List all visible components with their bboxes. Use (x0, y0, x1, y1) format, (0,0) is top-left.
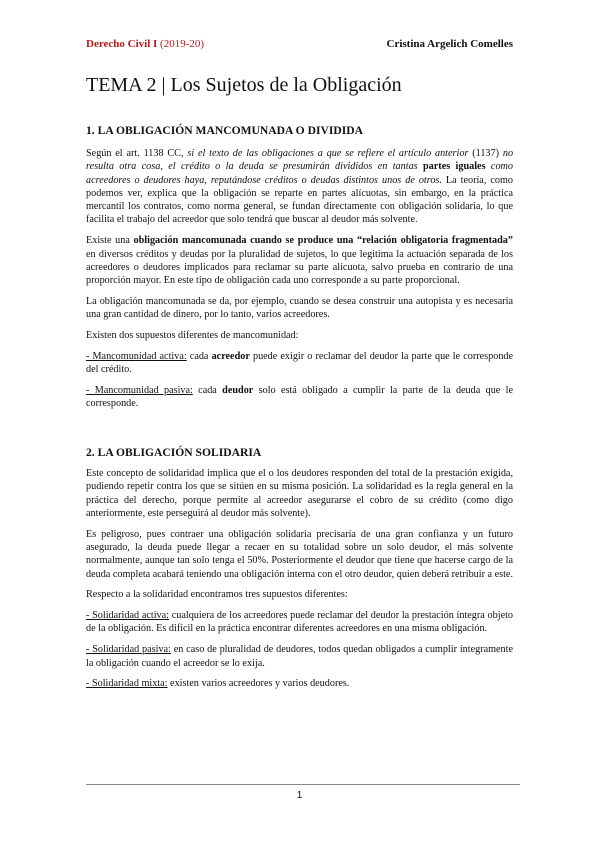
paragraph: Este concepto de solidaridad implica que el o los deudores responden del total de la prestación exigida, pudiendo repetir contra los que se sitúen en su misma posición. La solidaridad es la regla general en la práctica del derecho, porque permite al acreedor asegurarse el cobro de su crédito (como digo anteriormente, este perseguirá al deudor más solvente). (86, 468, 513, 519)
text-run: cualquiera de los acreedores puede reclamar del deudor la prestación íntegra objeto de la obligación. Es difícil en la práctica encontrar diferentes acreedores en una misma obligación. (86, 610, 514, 635)
paragraph: Es peligroso, pues contraer una obligación solidaria precisaría de una gran confianza y un futuro asegurado, la deuda puede llegar a recaer en su totalidad sobre un solo deudor, el más solvente normalmente, aunque tan solo tenga el 50%. Posteriormente el deudor que tiene que hacerse cargo de la deuda completa acabará teniendo una obligación interna con el otro deudor, quien deberá retribuir a este. (86, 528, 513, 580)
citation-text: si el texto de las obligaciones a que se refiere el artículo anterior (187, 148, 469, 159)
citation-text: como acreedores o deudores haya, reputándose créditos o deudas distintos unos de otros. (86, 161, 513, 186)
list-item-label: - Mancomunidad pasiva: (86, 384, 193, 396)
text-run: solo está obligado a cumplir la parte de la deuda que le corresponde. (86, 384, 513, 410)
section-2-heading: 2. LA OBLIGACIÓN SOLIDARIA (86, 446, 262, 459)
text-run: cada (198, 384, 217, 396)
section-1-heading: 1. LA OBLIGACIÓN MANCOMUNADA O DIVIDIDA (86, 124, 363, 137)
list-item (86, 384, 513, 411)
paragraph (86, 234, 513, 287)
text-run: puede exigir o reclamar del deudor la parte que le corresponde del crédito. (86, 350, 514, 376)
course-label (86, 38, 204, 50)
text-run: La teoría, como podemos ver, explica que la obligación se reparte en partes alícuotas, sin embargo, en la práctica mercantil los contratos, como norma general, se fundan directamente con obligación solidaria, lo que facilita el trabajo del acreedor que solo tendrá que buscar al deudor más solvente. (86, 174, 513, 226)
list-item-label: - Solidaridad mixta: (86, 678, 168, 690)
section-2-body (86, 467, 513, 691)
text-run: (1137) (472, 148, 500, 159)
section-1-body (86, 147, 513, 411)
section-1 (86, 124, 513, 137)
paragraph: La obligación mancomunada se da, por ejemplo, cuando se desea construir una autopista y es necesaria una gran cantidad de dinero, por lo tanto, varios acreedores. (86, 295, 513, 321)
page-number: 1 (296, 790, 303, 801)
list-item (86, 609, 513, 636)
text-run: Según el art. 1138 CC, (86, 148, 184, 159)
page-header (86, 38, 513, 52)
text-run: en caso de pluralidad de deudores, todos quedan obligados a cumplir íntegramente la obligación cuando el acreedor se lo exija. (86, 644, 513, 669)
text-run: cada (189, 350, 209, 362)
text-run: existen varios acreedores y varios deudores. (170, 678, 350, 690)
list-item (86, 677, 513, 690)
list-item-label: - Mancomunidad activa: (86, 350, 187, 362)
emphasis-text: acreedor (211, 350, 250, 362)
course-year: (2019-20) (160, 38, 205, 50)
list-item-label: - Solidaridad pasiva: (86, 644, 171, 656)
footer-divider (86, 784, 520, 785)
list-item (86, 643, 513, 670)
emphasis-text: deudor (222, 384, 254, 396)
list-item-label: - Solidaridad activa: (86, 610, 169, 622)
page-title: TEMA 2 | Los Sujetos de la Obligación (86, 74, 402, 96)
list-item (86, 350, 513, 377)
text-run: en diversos créditos y deudas por la pluralidad de sujetos, lo que legitima la actuación separada de los acreedores o deudores implicados para reclamar su parte alícuota, salvo prueba en contrario de una proporción mayor. En este tipo de obligación cada uno corresponde a su parte proporcional. (86, 248, 513, 287)
paragraph (86, 147, 513, 227)
author-name: Cristina Argelich Comelles (386, 38, 513, 50)
course-name: Derecho Civil I (86, 38, 158, 50)
emphasis-text: obligación mancomunada cuando se produce una “relación obligatoria fragmentada” (133, 235, 513, 247)
text-run: Existe una (86, 235, 130, 247)
emphasis-text: partes iguales (423, 161, 486, 173)
paragraph: Respecto a la solidaridad encontramos tres supuestos diferentes: (86, 589, 348, 601)
section-2 (86, 446, 513, 459)
paragraph: Existen dos supuestos diferentes de mancomunidad: (86, 330, 299, 342)
citation-text: no resulta otra cosa, el crédito o la deuda se presumirán divididos en tantas (86, 148, 514, 173)
